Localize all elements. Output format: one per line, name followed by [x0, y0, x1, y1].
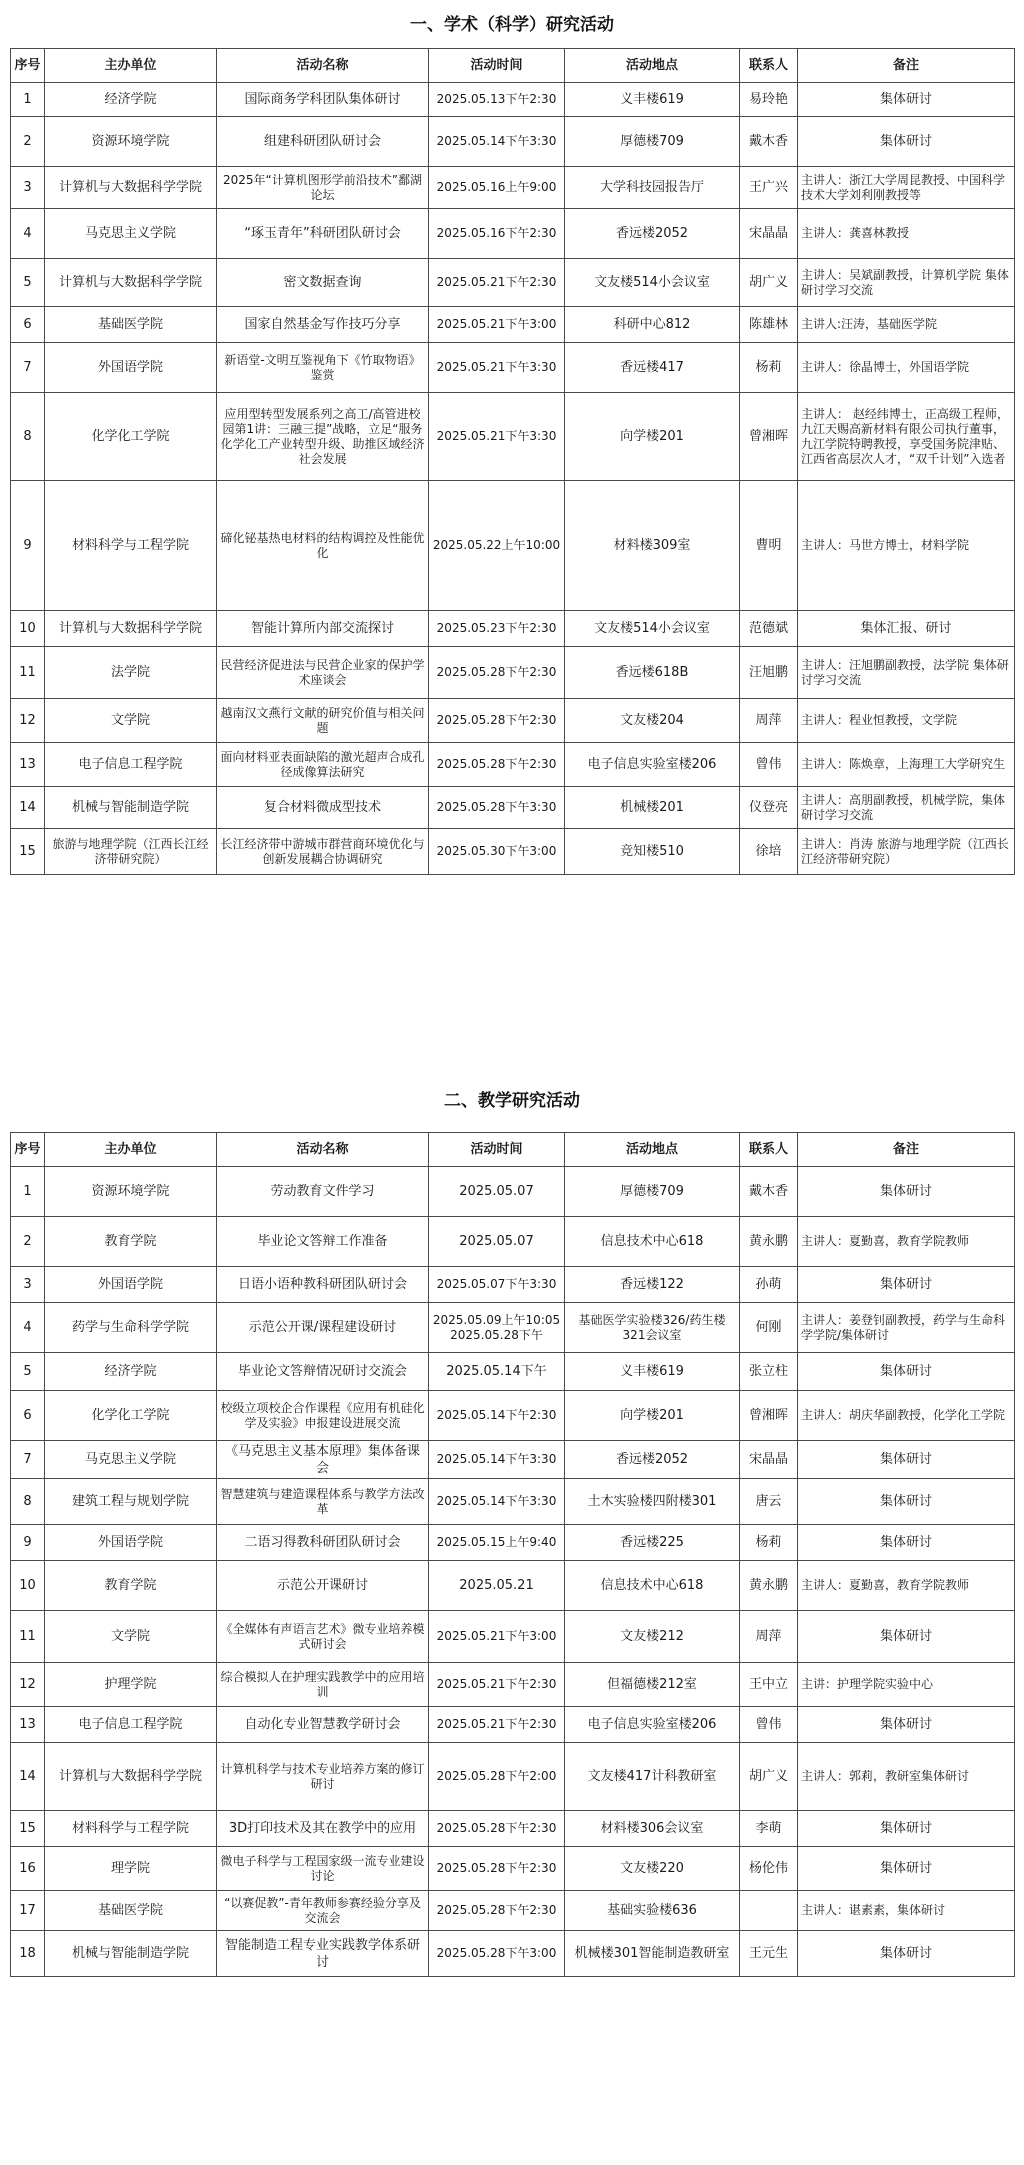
cell-activity-time: 2025.05.13下午2:30: [429, 83, 565, 117]
cell-seq-no: 10: [11, 611, 45, 647]
cell-contact-person: 曾伟: [740, 1707, 798, 1743]
cell-activity-place: 香远楼417: [565, 343, 740, 393]
column-header-host-unit: 主办单位: [45, 1133, 217, 1167]
table-row: [11, 1391, 1015, 1441]
cell-activity-time: 2025.05.28下午2:30: [429, 1847, 565, 1891]
cell-seq-no: 11: [11, 647, 45, 699]
cell-activity-name: 校级立项校企合作课程《应用有机硅化学及实验》申报建设进展交流: [217, 1391, 429, 1441]
cell-host-unit: 外国语学院: [45, 343, 217, 393]
cell-activity-name: 《马克思主义基本原理》集体备课会: [217, 1441, 429, 1479]
cell-host-unit: 文学院: [45, 699, 217, 743]
cell-contact-person: 仪登亮: [740, 787, 798, 829]
table-row: [11, 1707, 1015, 1743]
cell-seq-no: 12: [11, 1663, 45, 1707]
cell-activity-time: 2025.05.16下午2:30: [429, 209, 565, 259]
cell-activity-time: 2025.05.28下午3:00: [429, 1931, 565, 1977]
cell-remark: 集体研讨: [798, 1811, 1015, 1847]
cell-activity-time: 2025.05.28下午2:30: [429, 647, 565, 699]
cell-seq-no: 7: [11, 343, 45, 393]
cell-activity-time: 2025.05.07下午3:30: [429, 1267, 565, 1303]
cell-contact-person: 周萍: [740, 1611, 798, 1663]
cell-remark: 主讲人：肖涛 旅游与地理学院（江西长江经济带研究院）: [798, 829, 1015, 875]
cell-activity-name: 应用型转型发展系列之高工/高管进校园第1讲：三融三提”战略，立足“服务化学化工产业转型升级、助推区域经济社会发展: [217, 393, 429, 481]
column-header-host-unit: 主办单位: [45, 49, 217, 83]
table-row: [11, 1891, 1015, 1931]
cell-seq-no: 1: [11, 1167, 45, 1217]
cell-remark: 集体研讨: [798, 1931, 1015, 1977]
cell-seq-no: 15: [11, 1811, 45, 1847]
column-header-activity-time: 活动时间: [429, 49, 565, 83]
teaching-activities-table: [10, 1132, 1015, 1977]
cell-host-unit: 化学化工学院: [45, 393, 217, 481]
cell-activity-place: 香远楼225: [565, 1525, 740, 1561]
column-header-activity-time: 活动时间: [429, 1133, 565, 1167]
cell-seq-no: 3: [11, 1267, 45, 1303]
cell-host-unit: 机械与智能制造学院: [45, 787, 217, 829]
cell-remark: 主讲人：浙江大学周昆教授、中国科学技术大学刘利刚教授等: [798, 167, 1015, 209]
cell-seq-no: 18: [11, 1931, 45, 1977]
table-row: [11, 1479, 1015, 1525]
cell-activity-time: 2025.05.14下午3:30: [429, 1441, 565, 1479]
cell-activity-name: “琢玉青年”科研团队研讨会: [217, 209, 429, 259]
cell-remark: 主讲人： 赵经纬博士，正高级工程师，九江天赐高新材料有限公司执行董事，九江学院特聘教授，享受国务院津贴、江西省高层次人才，“双千计划”入选者: [798, 393, 1015, 481]
cell-remark: 主讲人:汪涛，基础医学院: [798, 307, 1015, 343]
table-row: [11, 1353, 1015, 1391]
cell-contact-person: 曹明: [740, 481, 798, 611]
table-row: [11, 1167, 1015, 1217]
cell-activity-name: 3D打印技术及其在教学中的应用: [217, 1811, 429, 1847]
cell-activity-place: 义丰楼619: [565, 83, 740, 117]
cell-seq-no: 15: [11, 829, 45, 875]
cell-activity-name: 《全媒体有声语言艺术》微专业培养模式研讨会: [217, 1611, 429, 1663]
cell-activity-place: 文友楼220: [565, 1847, 740, 1891]
cell-host-unit: 计算机与大数据科学学院: [45, 259, 217, 307]
cell-host-unit: 经济学院: [45, 1353, 217, 1391]
column-header-seq-no: 序号: [11, 49, 45, 83]
cell-activity-place: 科研中心812: [565, 307, 740, 343]
cell-activity-place: 厚德楼709: [565, 1167, 740, 1217]
cell-remark: 主讲：护理学院实验中心: [798, 1663, 1015, 1707]
cell-activity-place: 但福德楼212室: [565, 1663, 740, 1707]
cell-remark: 集体研讨: [798, 1707, 1015, 1743]
cell-activity-name: 复合材料微成型技术: [217, 787, 429, 829]
cell-activity-time: 2025.05.28下午2:00: [429, 1743, 565, 1811]
cell-contact-person: 杨莉: [740, 1525, 798, 1561]
cell-seq-no: 14: [11, 1743, 45, 1811]
cell-activity-place: 香远楼618B: [565, 647, 740, 699]
cell-host-unit: 材料科学与工程学院: [45, 481, 217, 611]
cell-contact-person: 张立柱: [740, 1353, 798, 1391]
column-header-activity-place: 活动地点: [565, 1133, 740, 1167]
section-title-academic: 一、学术（科学）研究活动: [410, 15, 614, 35]
table-row: [11, 481, 1015, 611]
cell-host-unit: 外国语学院: [45, 1267, 217, 1303]
table-row: [11, 1217, 1015, 1267]
cell-host-unit: 计算机与大数据科学学院: [45, 611, 217, 647]
cell-activity-place: 香远楼2052: [565, 209, 740, 259]
cell-host-unit: 旅游与地理学院（江西长江经济带研究院）: [45, 829, 217, 875]
cell-activity-name: 新语堂-文明互鉴视角下《竹取物语》鉴赏: [217, 343, 429, 393]
table-row: [11, 1847, 1015, 1891]
cell-contact-person: 王广兴: [740, 167, 798, 209]
cell-activity-place: 香远楼2052: [565, 1441, 740, 1479]
cell-remark: 集体研讨: [798, 1441, 1015, 1479]
cell-seq-no: 13: [11, 1707, 45, 1743]
cell-remark: 主讲人：夏勤喜，教育学院教师: [798, 1561, 1015, 1611]
table-row: [11, 1525, 1015, 1561]
cell-host-unit: 基础医学院: [45, 307, 217, 343]
table-row: [11, 829, 1015, 875]
cell-activity-time: 2025.05.14下午2:30: [429, 1391, 565, 1441]
cell-contact-person: 范德斌: [740, 611, 798, 647]
cell-contact-person: 宋晶晶: [740, 1441, 798, 1479]
cell-seq-no: 2: [11, 1217, 45, 1267]
cell-host-unit: 经济学院: [45, 83, 217, 117]
table-row: [11, 259, 1015, 307]
cell-activity-name: 国家自然基金写作技巧分享: [217, 307, 429, 343]
cell-activity-name: 越南汉文燕行文献的研究价值与相关问题: [217, 699, 429, 743]
cell-activity-name: 微电子科学与工程国家级一流专业建设讨论: [217, 1847, 429, 1891]
cell-contact-person: 胡广义: [740, 259, 798, 307]
cell-contact-person: 黄永鹏: [740, 1561, 798, 1611]
cell-remark: 主讲人：陈焕章，上海理工大学研究生: [798, 743, 1015, 787]
cell-activity-time: 2025.05.30下午3:00: [429, 829, 565, 875]
cell-activity-time: 2025.05.21下午3:00: [429, 1611, 565, 1663]
table-row: [11, 343, 1015, 393]
cell-host-unit: 文学院: [45, 1611, 217, 1663]
table-row: [11, 307, 1015, 343]
cell-activity-place: 义丰楼619: [565, 1353, 740, 1391]
cell-activity-name: 二语习得教科研团队研讨会: [217, 1525, 429, 1561]
cell-activity-place: 大学科技园报告厅: [565, 167, 740, 209]
cell-remark: 集体研讨: [798, 1525, 1015, 1561]
cell-activity-name: 计算机科学与技术专业培养方案的修订研讨: [217, 1743, 429, 1811]
cell-contact-person: 李萌: [740, 1811, 798, 1847]
cell-contact-person: 徐培: [740, 829, 798, 875]
cell-remark: 主讲人：吴斌副教授，计算机学院 集体研讨学习交流: [798, 259, 1015, 307]
cell-host-unit: 基础医学院: [45, 1891, 217, 1931]
cell-remark: 集体研讨: [798, 1267, 1015, 1303]
cell-remark: 集体研讨: [798, 1611, 1015, 1663]
cell-activity-name: 2025年“计算机图形学前沿技术”鄱湖论坛: [217, 167, 429, 209]
cell-activity-time: 2025.05.28下午2:30: [429, 699, 565, 743]
cell-activity-place: 机械楼301智能制造教研室: [565, 1931, 740, 1977]
cell-activity-place: 信息技术中心618: [565, 1217, 740, 1267]
table-row: [11, 1611, 1015, 1663]
cell-activity-time: 2025.05.09上午10:05 2025.05.28下午: [429, 1303, 565, 1353]
table-row: [11, 743, 1015, 787]
cell-activity-place: 土木实验楼四附楼301: [565, 1479, 740, 1525]
cell-contact-person: 唐云: [740, 1479, 798, 1525]
table-header-row: [11, 1133, 1015, 1167]
cell-remark: 主讲人：程业恒教授，文学院: [798, 699, 1015, 743]
cell-contact-person: 曾湘晖: [740, 393, 798, 481]
cell-activity-name: 组建科研团队研讨会: [217, 117, 429, 167]
cell-remark: 集体研讨: [798, 1353, 1015, 1391]
cell-activity-place: 基础医学实验楼326/药生楼321会议室: [565, 1303, 740, 1353]
cell-seq-no: 5: [11, 1353, 45, 1391]
column-header-remark: 备注: [798, 49, 1015, 83]
cell-activity-time: 2025.05.21下午2:30: [429, 1707, 565, 1743]
cell-activity-place: 向学楼201: [565, 393, 740, 481]
cell-activity-place: 香远楼122: [565, 1267, 740, 1303]
table-row: [11, 1663, 1015, 1707]
cell-host-unit: 计算机与大数据科学学院: [45, 1743, 217, 1811]
cell-remark: 集体研讨: [798, 1167, 1015, 1217]
table-row: [11, 1303, 1015, 1353]
cell-remark: 集体汇报、研讨: [798, 611, 1015, 647]
table-row: [11, 647, 1015, 699]
cell-contact-person: 杨伦伟: [740, 1847, 798, 1891]
table-row: [11, 1441, 1015, 1479]
cell-host-unit: 电子信息工程学院: [45, 1707, 217, 1743]
cell-contact-person: 黄永鹏: [740, 1217, 798, 1267]
cell-activity-place: 机械楼201: [565, 787, 740, 829]
table-row: [11, 1811, 1015, 1847]
cell-activity-time: 2025.05.21下午3:30: [429, 343, 565, 393]
cell-activity-name: 智能计算所内部交流探讨: [217, 611, 429, 647]
cell-host-unit: 护理学院: [45, 1663, 217, 1707]
cell-activity-name: “以赛促教”-青年教师参赛经验分享及交流会: [217, 1891, 429, 1931]
cell-host-unit: 外国语学院: [45, 1525, 217, 1561]
cell-contact-person: 宋晶晶: [740, 209, 798, 259]
cell-remark: 主讲人：徐晶博士，外国语学院: [798, 343, 1015, 393]
cell-contact-person: 陈雄林: [740, 307, 798, 343]
cell-activity-place: 文友楼514小会议室: [565, 259, 740, 307]
cell-activity-name: 自动化专业智慧教学研讨会: [217, 1707, 429, 1743]
cell-seq-no: 6: [11, 1391, 45, 1441]
cell-activity-place: 向学楼201: [565, 1391, 740, 1441]
cell-host-unit: 材料科学与工程学院: [45, 1811, 217, 1847]
table-row: [11, 1743, 1015, 1811]
cell-remark: 主讲人：胡庆华副教授，化学化工学院: [798, 1391, 1015, 1441]
cell-activity-time: 2025.05.07: [429, 1217, 565, 1267]
cell-contact-person: 王元生: [740, 1931, 798, 1977]
cell-seq-no: 14: [11, 787, 45, 829]
cell-seq-no: 1: [11, 83, 45, 117]
cell-activity-time: 2025.05.14下午: [429, 1353, 565, 1391]
cell-seq-no: 6: [11, 307, 45, 343]
cell-activity-time: 2025.05.21下午3:30: [429, 393, 565, 481]
cell-seq-no: 9: [11, 1525, 45, 1561]
cell-host-unit: 电子信息工程学院: [45, 743, 217, 787]
cell-activity-place: 材料楼306会议室: [565, 1811, 740, 1847]
cell-host-unit: 建筑工程与规划学院: [45, 1479, 217, 1525]
cell-remark: 主讲人：谌素素，集体研讨: [798, 1891, 1015, 1931]
cell-activity-name: 劳动教育文件学习: [217, 1167, 429, 1217]
cell-activity-name: 毕业论文答辩情况研讨交流会: [217, 1353, 429, 1391]
cell-activity-time: 2025.05.28下午3:30: [429, 787, 565, 829]
cell-host-unit: 马克思主义学院: [45, 1441, 217, 1479]
cell-seq-no: 9: [11, 481, 45, 611]
table-row: [11, 117, 1015, 167]
cell-activity-place: 信息技术中心618: [565, 1561, 740, 1611]
table-row: [11, 1561, 1015, 1611]
table-row: [11, 1267, 1015, 1303]
table-row: [11, 209, 1015, 259]
cell-seq-no: 10: [11, 1561, 45, 1611]
cell-host-unit: 马克思主义学院: [45, 209, 217, 259]
cell-activity-place: 文友楼514小会议室: [565, 611, 740, 647]
cell-remark: 主讲人：汪旭鹏副教授，法学院 集体研讨学习交流: [798, 647, 1015, 699]
cell-activity-name: 示范公开课/课程建设研讨: [217, 1303, 429, 1353]
table-row: [11, 83, 1015, 117]
cell-activity-place: 材料楼309室: [565, 481, 740, 611]
cell-remark: 主讲人：高朋副教授，机械学院，集体研讨学习交流: [798, 787, 1015, 829]
cell-host-unit: 理学院: [45, 1847, 217, 1891]
column-header-activity-name: 活动名称: [217, 49, 429, 83]
cell-activity-name: 智慧建筑与建造课程体系与教学方法改革: [217, 1479, 429, 1525]
cell-remark: 主讲人：郭莉，教研室集体研讨: [798, 1743, 1015, 1811]
cell-activity-place: 厚德楼709: [565, 117, 740, 167]
cell-activity-place: 电子信息实验室楼206: [565, 743, 740, 787]
cell-host-unit: 机械与智能制造学院: [45, 1931, 217, 1977]
cell-activity-time: 2025.05.14下午3:30: [429, 117, 565, 167]
cell-host-unit: 药学与生命科学学院: [45, 1303, 217, 1353]
cell-contact-person: 曾湘晖: [740, 1391, 798, 1441]
cell-activity-name: 毕业论文答辩工作准备: [217, 1217, 429, 1267]
cell-seq-no: 4: [11, 209, 45, 259]
cell-seq-no: 3: [11, 167, 45, 209]
cell-host-unit: 教育学院: [45, 1217, 217, 1267]
cell-activity-name: 示范公开课研讨: [217, 1561, 429, 1611]
cell-remark: 主讲人：龚喜林教授: [798, 209, 1015, 259]
column-header-activity-place: 活动地点: [565, 49, 740, 83]
column-header-seq-no: 序号: [11, 1133, 45, 1167]
cell-activity-time: 2025.05.22上午10:00: [429, 481, 565, 611]
column-header-activity-name: 活动名称: [217, 1133, 429, 1167]
cell-activity-time: 2025.05.07: [429, 1167, 565, 1217]
cell-activity-place: 文友楼212: [565, 1611, 740, 1663]
cell-contact-person: 杨莉: [740, 343, 798, 393]
table-row: [11, 699, 1015, 743]
cell-activity-time: 2025.05.21下午3:00: [429, 307, 565, 343]
cell-activity-name: 碲化铋基热电材料的结构调控及性能优化: [217, 481, 429, 611]
cell-contact-person: 周萍: [740, 699, 798, 743]
cell-seq-no: 17: [11, 1891, 45, 1931]
cell-activity-time: 2025.05.14下午3:30: [429, 1479, 565, 1525]
cell-activity-name: 密文数据查询: [217, 259, 429, 307]
cell-activity-place: 基础实验楼636: [565, 1891, 740, 1931]
cell-activity-name: 智能制造工程专业实践教学体系研讨: [217, 1931, 429, 1977]
cell-host-unit: 法学院: [45, 647, 217, 699]
cell-seq-no: 4: [11, 1303, 45, 1353]
cell-activity-time: 2025.05.21下午2:30: [429, 1663, 565, 1707]
cell-remark: 集体研讨: [798, 1847, 1015, 1891]
cell-contact-person: 胡广义: [740, 1743, 798, 1811]
cell-activity-name: 长江经济带中游城市群营商环境优化与创新发展耦合协调研究: [217, 829, 429, 875]
cell-remark: 主讲人：夏勤喜，教育学院教师: [798, 1217, 1015, 1267]
cell-activity-place: 文友楼417计科教研室: [565, 1743, 740, 1811]
cell-activity-time: 2025.05.28下午2:30: [429, 1891, 565, 1931]
table-row: [11, 611, 1015, 647]
cell-seq-no: 16: [11, 1847, 45, 1891]
cell-activity-time: 2025.05.28下午2:30: [429, 1811, 565, 1847]
cell-seq-no: 11: [11, 1611, 45, 1663]
section-title-teaching: 二、教学研究活动: [444, 1091, 580, 1111]
cell-activity-place: 文友楼204: [565, 699, 740, 743]
cell-seq-no: 13: [11, 743, 45, 787]
cell-contact-person: 曾伟: [740, 743, 798, 787]
cell-remark: 集体研讨: [798, 117, 1015, 167]
cell-contact-person: 戴木香: [740, 1167, 798, 1217]
cell-contact-person: 孙萌: [740, 1267, 798, 1303]
cell-activity-name: 面向材料亚表面缺陷的激光超声合成孔径成像算法研究: [217, 743, 429, 787]
cell-activity-name: 国际商务学科团队集体研讨: [217, 83, 429, 117]
cell-activity-time: 2025.05.21: [429, 1561, 565, 1611]
cell-activity-time: 2025.05.21下午2:30: [429, 259, 565, 307]
cell-remark: 集体研讨: [798, 1479, 1015, 1525]
cell-activity-place: 电子信息实验室楼206: [565, 1707, 740, 1743]
cell-seq-no: 7: [11, 1441, 45, 1479]
cell-activity-name: 综合模拟人在护理实践教学中的应用培训: [217, 1663, 429, 1707]
cell-activity-place: 竞知楼510: [565, 829, 740, 875]
cell-contact-person: 何刚: [740, 1303, 798, 1353]
cell-contact-person: [740, 1891, 798, 1931]
cell-contact-person: 戴木香: [740, 117, 798, 167]
cell-activity-time: 2025.05.28下午2:30: [429, 743, 565, 787]
cell-activity-name: 日语小语种教科研团队研讨会: [217, 1267, 429, 1303]
cell-seq-no: 8: [11, 393, 45, 481]
cell-seq-no: 5: [11, 259, 45, 307]
cell-host-unit: 计算机与大数据科学学院: [45, 167, 217, 209]
cell-seq-no: 2: [11, 117, 45, 167]
cell-contact-person: 易玲艳: [740, 83, 798, 117]
cell-seq-no: 12: [11, 699, 45, 743]
cell-activity-time: 2025.05.16上午9:00: [429, 167, 565, 209]
cell-contact-person: 王中立: [740, 1663, 798, 1707]
table-row: [11, 1931, 1015, 1977]
cell-host-unit: 资源环境学院: [45, 1167, 217, 1217]
table-row: [11, 393, 1015, 481]
table-row: [11, 787, 1015, 829]
cell-host-unit: 资源环境学院: [45, 117, 217, 167]
cell-activity-name: 民营经济促进法与民营企业家的保护学术座谈会: [217, 647, 429, 699]
column-header-remark: 备注: [798, 1133, 1015, 1167]
cell-contact-person: 汪旭鹏: [740, 647, 798, 699]
academic-activities-table: [10, 48, 1015, 875]
cell-activity-time: 2025.05.15上午9:40: [429, 1525, 565, 1561]
cell-remark: 主讲人：姜登钊副教授，药学与生命科学学院/集体研讨: [798, 1303, 1015, 1353]
cell-seq-no: 8: [11, 1479, 45, 1525]
cell-host-unit: 化学化工学院: [45, 1391, 217, 1441]
cell-remark: 主讲人：马世方博士，材料学院: [798, 481, 1015, 611]
cell-host-unit: 教育学院: [45, 1561, 217, 1611]
column-header-contact-person: 联系人: [740, 49, 798, 83]
table-header-row: [11, 49, 1015, 83]
cell-activity-time: 2025.05.23下午2:30: [429, 611, 565, 647]
column-header-contact-person: 联系人: [740, 1133, 798, 1167]
cell-remark: 集体研讨: [798, 83, 1015, 117]
table-row: [11, 167, 1015, 209]
